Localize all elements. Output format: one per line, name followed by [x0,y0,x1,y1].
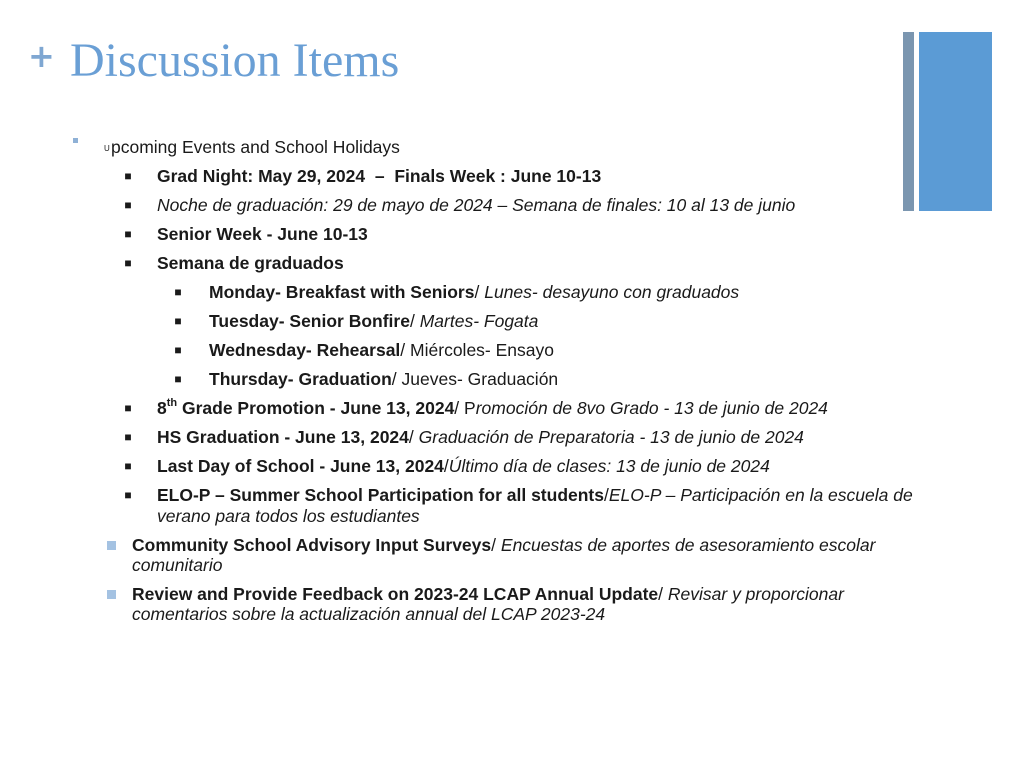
list-item-wednesday: Wednesday- Rehearsal/ Miércoles- Ensayo [209,340,554,360]
level1-dot-bullet [73,138,78,143]
list-item-thursday: Thursday- Graduation/ Jueves- Graduación [209,369,559,389]
slide-title: Discussion Items [70,34,400,87]
square-bullet: ■ [124,227,132,241]
list-item-senior-week: Senior Week - June 10-13 [157,224,368,244]
decorative-bar-thin [903,32,914,211]
square-bullet: ■ [124,256,132,270]
square-bullet: ■ [124,401,132,415]
list-item-monday: Monday- Breakfast with Seniors/ Lunes- desayuno con graduados [209,282,740,302]
blue-square-bullet [107,590,116,599]
square-bullet: ■ [174,314,182,328]
list-item-tuesday: Tuesday- Senior Bonfire/ Martes- Fogata [209,311,539,331]
square-bullet: ■ [174,343,182,357]
list-item-last-day: Last Day of School - June 13, 2024/Último día de clases: 13 de junio de 2024 [157,456,770,476]
decorative-bar-thick [919,32,992,211]
list-item-semana: Semana de graduados [157,253,344,273]
list-item-surveys: Community School Advisory Input Surveys/ Encuestas de aportes de asesoramiento escolar [132,535,876,555]
blue-square-bullet [107,541,116,550]
list-item-elop-continued: verano para todos los estudiantes [157,506,420,526]
square-bullet: ■ [174,285,182,299]
square-bullet: ■ [124,459,132,473]
list-item-grad-night: Grad Night: May 29, 2024 – Finals Week : June 10-13 [157,166,602,186]
intro-heading: pcoming Events and School Holidays [111,137,400,157]
list-item-lcap: Review and Provide Feedback on 2023-24 LCAP Annual Update/ Revisar y proporcionar [132,584,844,604]
title-plus-icon: + [28,37,55,75]
list-item-hs-graduation: HS Graduation - June 13, 2024/ Graduación de Preparatoria - 13 de junio de 2024 [157,427,804,447]
square-bullet: ■ [174,372,182,386]
list-item-promotion: 8th Grade Promotion - June 13, 2024/ Promoción de 8vo Grado - 13 de junio de 2024 [157,397,828,418]
list-item-surveys-continued: comunitario [132,555,223,575]
list-item-elop: ELO-P – Summer School Participation for all students/ELO-P – Participación en la escuela de [157,485,913,505]
square-bullet: ■ [124,198,132,212]
square-bullet: ■ [124,169,132,183]
list-item-noche: Noche de graduación: 29 de mayo de 2024 – Semana de finales: 10 al 13 de junio [157,195,796,215]
square-bullet: ■ [124,430,132,444]
intro-first-letter: U [104,144,110,153]
list-item-lcap-continued: comentarios sobre la actualización annual del LCAP 2023-24 [132,604,606,624]
square-bullet: ■ [124,488,132,502]
